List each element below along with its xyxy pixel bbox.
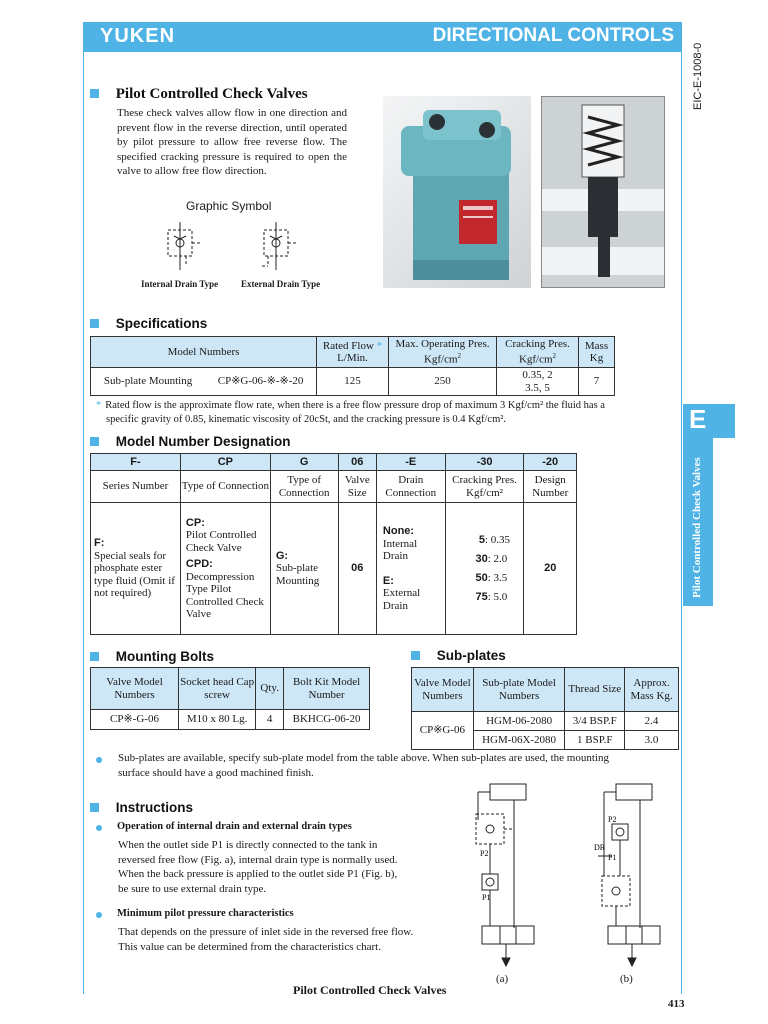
sub-plates-table [411, 667, 679, 750]
valve-photo [383, 96, 531, 288]
mb-screw: M10 x 80 Lg. [178, 710, 255, 730]
sp-thread: 1 BSP.F [565, 731, 625, 750]
sp-valve: CP※G-06 [412, 712, 474, 750]
label-dr-b: DR [594, 843, 606, 852]
spec-header-mass-text: Mass [584, 339, 609, 352]
valve-body-illustration [383, 96, 531, 288]
page-number: 413 [668, 998, 685, 1010]
instructions-title: Instructions [115, 800, 194, 815]
design-cell: 20 [524, 503, 577, 635]
cracking-code: 75 [475, 590, 488, 603]
label-drain: Drain Connection [376, 471, 445, 503]
drain-desc-internal: Internal Drain [382, 537, 418, 562]
mb-header-qty: Qty. [256, 668, 284, 710]
code-drain: -E [376, 454, 445, 471]
drain-code-e: E: [382, 574, 394, 587]
size-cell: 06 [338, 503, 376, 635]
section-square-icon [90, 437, 99, 446]
yuken-logo: YUKEN [100, 25, 176, 47]
sp-model: HGM-06X-2080 [473, 731, 565, 750]
symbol-internal-label: Internal Drain Type [141, 279, 219, 289]
sp-thread: 3/4 BSP.F [565, 712, 625, 731]
series-code: F: [94, 537, 105, 550]
instruction-bullet [96, 909, 102, 921]
sp-header-thread: Thread Size [565, 668, 625, 712]
spec-header-flow-text: Rated Flow [322, 339, 374, 352]
mb-header-screw: Socket head Cap screw [178, 668, 255, 710]
cracking-item [446, 588, 524, 607]
spec-note [96, 399, 636, 426]
specifications-heading [90, 316, 207, 331]
label-cracking: Cracking Pres. Kgf/cm² [445, 471, 524, 503]
section-square-icon [411, 651, 420, 660]
sp-header-mass: Approx. Mass Kg. [625, 668, 679, 712]
spec-header-flow-unit: L/Min. [337, 352, 368, 364]
code-type: CP [180, 454, 270, 471]
spec-header-pres-text: Max. Operating Pres. [395, 337, 490, 350]
label-series: Series Number [91, 471, 181, 503]
model-designation-heading [90, 434, 291, 449]
doc-code-text: EIC-E-1008-0 [692, 42, 704, 110]
side-tab-letter: E [683, 404, 735, 438]
spec-flow: 125 [317, 368, 389, 396]
mounting-bolts-heading [90, 649, 214, 664]
type-desc-cpd: Decompression Type Pilot Controlled Check Valve [185, 570, 264, 620]
type-desc-cp: Pilot Controlled Check Valve [185, 529, 257, 554]
spec-crack-2: 3.5, 5 [525, 381, 550, 394]
label-p1-b: P1 [608, 853, 617, 862]
cracking-value: : 3.5 [487, 571, 508, 584]
intro-title: Pilot Controlled Check Valves [115, 86, 308, 102]
spec-model: CP※G-06-※-※-20 [205, 368, 316, 396]
label-connection: Type of Connection [270, 471, 338, 503]
section-square-icon [90, 89, 99, 98]
sub-plates-title: Sub-plates [436, 648, 506, 663]
cracking-value: : 0.35 [484, 533, 511, 546]
fig-b-label: (b) [620, 973, 633, 985]
drain-code-none: None: [382, 525, 415, 537]
cracking-value: : 2.0 [487, 552, 508, 565]
drain-cell [376, 503, 445, 635]
mb-model: CP※-G-06 [91, 710, 179, 730]
code-size: 06 [338, 454, 376, 471]
drain-desc-external: External Drain [382, 587, 421, 612]
mb-header-model: Valve Model Numbers [91, 668, 179, 710]
sp-mass: 2.4 [625, 712, 679, 731]
series-desc: Special seals for phosphate ester type fluid (Omit if not required) [94, 549, 175, 600]
connection-desc: Sub-plate Mounting [275, 562, 320, 587]
sp-header-subplate: Sub-plate Model Numbers [473, 668, 565, 712]
spec-note-star: * [96, 400, 102, 411]
bullet-icon [96, 825, 102, 831]
spec-mass: 7 [579, 368, 615, 396]
cracking-item [446, 531, 524, 550]
sp-mass: 3.0 [625, 731, 679, 750]
code-connection: G [270, 454, 338, 471]
cracking-item [446, 550, 524, 569]
type-code-cp: CP: [185, 516, 205, 529]
instructions-heading [90, 800, 193, 815]
specifications-title: Specifications [115, 316, 208, 331]
subplate-note: Sub-plates are available, specify sub-plate model from the table above. When sub-plates are used, the mounting surface should have a good machined finish. [118, 752, 609, 779]
sp-model: HGM-06-2080 [473, 712, 565, 731]
spec-mount: Sub-plate Mounting [91, 368, 206, 396]
circuit-diagrams [470, 780, 670, 976]
spec-header-crack-text: Cracking Pres. [505, 337, 570, 350]
section-square-icon [90, 652, 99, 661]
cracking-code: 5 [478, 533, 485, 546]
label-p1-a: P1 [482, 893, 491, 902]
label-design: Design Number [524, 471, 577, 503]
external-drain-symbol [256, 222, 306, 270]
mounting-bolts-table [90, 667, 370, 730]
intro-heading [90, 86, 308, 103]
spec-header-model [91, 337, 317, 368]
side-tab-strip [683, 438, 713, 606]
side-tab-label: Pilot Controlled Check Valves [691, 457, 703, 598]
mb-header-kit: Bolt Kit Model Number [284, 668, 370, 710]
label-type: Type of Connection [180, 471, 270, 503]
model-designation-table [90, 453, 577, 635]
spec-header-pres-unit: Kgf/cm [423, 353, 458, 366]
cutaway-photo [541, 96, 665, 288]
spec-header-model-text: Model Numbers [167, 345, 240, 358]
spec-crack-1: 0.35, 2 [522, 369, 553, 381]
type-code-cpd: CPD: [185, 558, 213, 570]
cracking-cell [445, 503, 524, 635]
bullet-icon [96, 757, 102, 763]
intro-text: These check valves allow flow in one direction and prevent flow in the reverse direction, until operated by pilot pressure to allow free reverse flow. The specified cracking pressure is required to open the valve to allow free flow direction. [117, 107, 347, 177]
circuit-a [476, 784, 534, 966]
bullet-icon [96, 912, 102, 918]
mounting-bolts-title: Mounting Bolts [115, 649, 214, 664]
label-p2-b: P2 [608, 815, 617, 824]
model-designation-title: Model Number Designation [115, 434, 291, 449]
sp-header-valve: Valve Model Numbers [412, 668, 474, 712]
instruction-text-2: That depends on the pressure of inlet side in the reversed free flow. This value can be determined from the characteristics chart. [118, 926, 414, 953]
section-square-icon [90, 803, 99, 812]
specifications-table [90, 336, 615, 396]
spec-row [91, 368, 615, 396]
spec-header-flow [317, 337, 389, 368]
mb-kit: BKHCG-06-20 [284, 710, 370, 730]
cutaway-illustration [542, 97, 664, 287]
section-square-icon [90, 319, 99, 328]
circuit-b [598, 784, 660, 966]
mb-row [91, 710, 370, 730]
cracking-value: : 5.0 [487, 590, 508, 603]
cracking-code: 50 [475, 571, 488, 584]
cracking-list [446, 531, 524, 607]
mb-qty: 4 [256, 710, 284, 730]
spec-header-mass-unit: Kg [589, 352, 604, 364]
spec-pres: 250 [389, 368, 497, 396]
code-cracking: -30 [445, 454, 524, 471]
spec-flow-star: * [376, 339, 383, 352]
cracking-code: 30 [475, 552, 488, 565]
code-design: -20 [524, 454, 577, 471]
code-series: F- [91, 454, 181, 471]
spec-crack [497, 368, 579, 396]
instruction-bullet [96, 822, 102, 834]
spec-header-crack-unit: Kgf/cm [518, 353, 553, 366]
footer-title: Pilot Controlled Check Valves [293, 983, 447, 997]
cracking-item [446, 569, 524, 588]
symbol-external-label: External Drain Type [241, 279, 321, 289]
series-cell [91, 503, 181, 635]
instruction-text-1: When the outlet side P1 is directly connected to the tank in reversed free flow (Fig. a), internal drain type is normally used. When the back pressure is applied to the outlet side P1 (Fig. b), be sure to use external drain type. [118, 839, 398, 895]
label-size: Valve Size [338, 471, 376, 503]
spec-header-mass [579, 337, 615, 368]
fig-a-label: (a) [496, 973, 509, 985]
sub-plates-heading [411, 648, 506, 663]
connection-code: G: [275, 549, 289, 562]
subplate-note-bullet [96, 754, 102, 766]
internal-drain-symbol [160, 222, 210, 270]
header-title: DIRECTIONAL CONTROLS [432, 25, 674, 46]
spec-header-crack: Cracking Pres. Kgf/$cm^2$ [497, 337, 579, 368]
instruction-heading-1: Operation of internal drain and external drain types [117, 821, 352, 832]
graphic-symbol-label: Graphic Symbol [186, 199, 272, 213]
type-cell [180, 503, 270, 635]
spec-note-text: Rated flow is the approximate flow rate, when there is a free flow pressure drop of maximum 3 Kgf/cm² the fluid has a specific gravity of 0.85, kinematic viscosity of 20cSt, and the cracking pressure is 0.4 Kgf/cm². [105, 400, 605, 425]
doc-code [692, 30, 708, 110]
spec-header-pres: Max. Operating Pres. Kgf/$cm^2$ [389, 337, 497, 368]
instruction-heading-2: Minimum pilot pressure characteristics [117, 908, 294, 919]
label-p2-a: P2 [480, 849, 489, 858]
sp-row [412, 712, 679, 731]
connection-cell [270, 503, 338, 635]
